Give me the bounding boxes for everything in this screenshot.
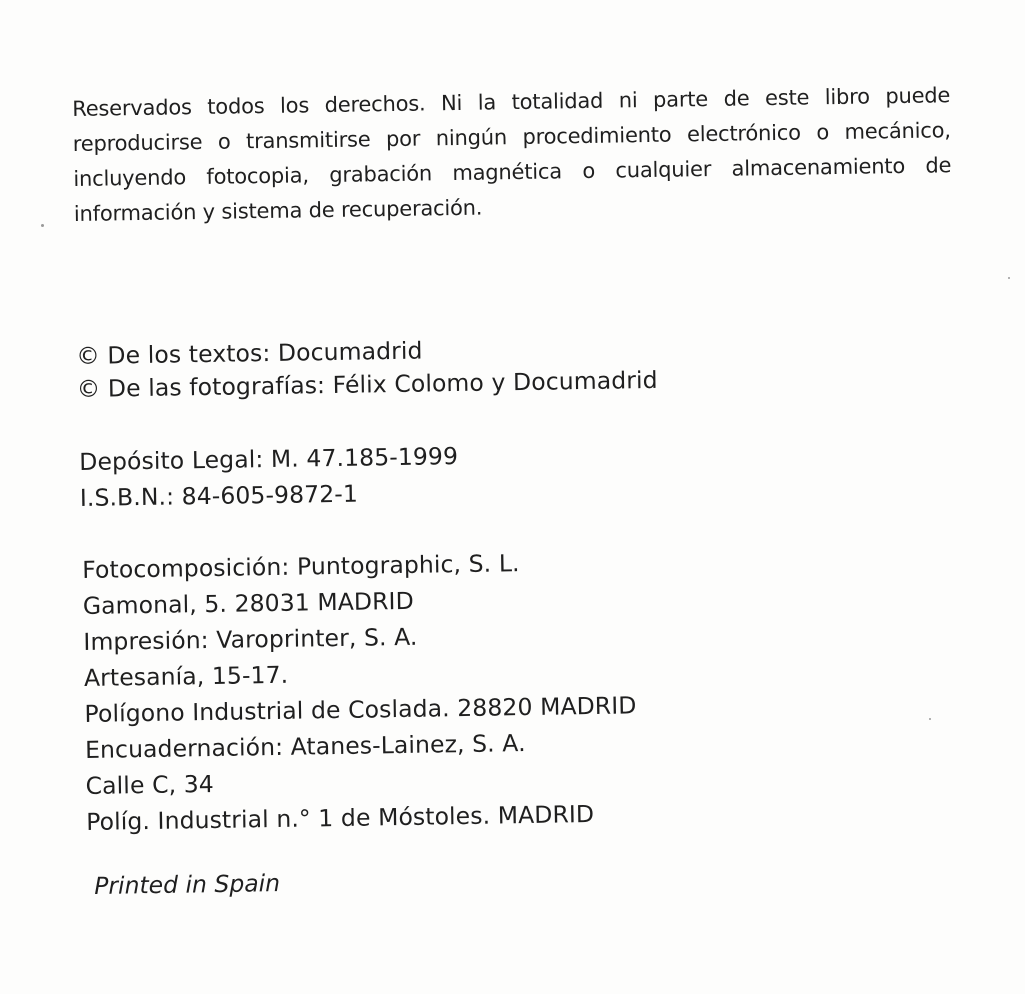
printed-in-spain: Printed in Spain	[94, 869, 281, 900]
rights-reserved-notice: Reservados todos los derechos. Ni la totalidad ni parte de este libro puede reproducirse o transmitirse por ningún procedimiento electrónico o mecánico, incluyendo fotocopia, grabación magnética o cualquier almacenamiento de información y sistema de recuperación.	[72, 83, 952, 226]
deposito-legal: Depósito Legal: M. 47.185-1999	[79, 442, 459, 476]
credit-line: Impresión: Varoprinter, S. A.	[83, 622, 418, 656]
scan-speck	[1008, 277, 1010, 279]
credit-line: Polígono Industrial de Coslada. 28820 MADRID	[84, 691, 637, 728]
copyright-section	[76, 331, 658, 406]
credit-line: Calle C, 34	[85, 769, 215, 800]
credit-line: Fotocomposición: Puntographic, S. L.	[82, 549, 520, 584]
scan-speck	[41, 224, 44, 227]
production-credits	[82, 543, 638, 840]
credit-line: Políg. Industrial n.° 1 de Móstoles. MADRID	[86, 799, 595, 836]
copyright-texts: © De los textos: Documadrid	[76, 336, 423, 370]
isbn: I.S.B.N.: 84-605-9872-1	[79, 479, 359, 512]
credit-line: Artesanía, 15-17.	[83, 660, 289, 692]
credit-line: Gamonal, 5. 28031 MADRID	[82, 586, 414, 620]
scan-speck	[929, 718, 931, 720]
credit-line: Encuadernación: Atanes-Lainez, S. A.	[84, 729, 526, 764]
copyright-photos: © De las fotografías: Félix Colomo y Documadrid	[76, 365, 658, 403]
legal-deposit-section	[79, 438, 459, 516]
